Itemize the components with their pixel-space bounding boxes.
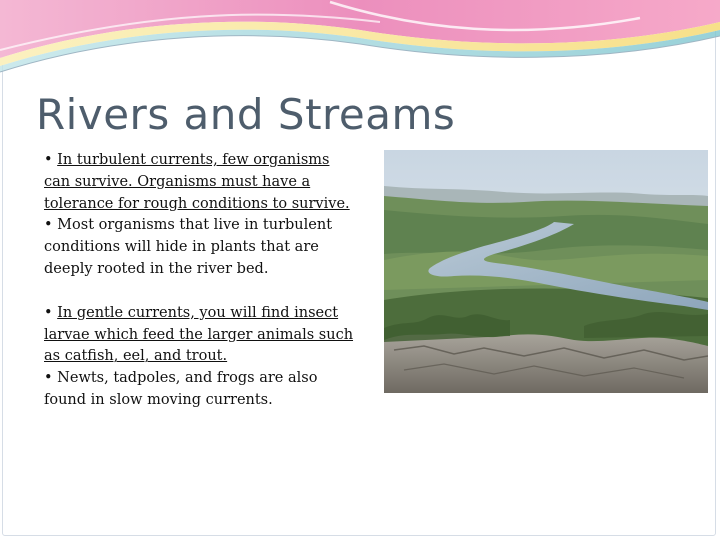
bullet-marker: • [44, 152, 53, 168]
paragraph-gap [44, 281, 354, 303]
river-landscape-photo [384, 150, 708, 393]
bullet-marker: • [44, 370, 53, 387]
bullet-marker: • [44, 304, 53, 321]
bullet-text: Most organisms that live in turbulent conditions will hide in plants that are deeply rooted in the river bed. [44, 217, 333, 277]
bullet-marker: • [44, 217, 53, 234]
bullet-gentle-currents [44, 303, 354, 368]
bullet-slow-currents [44, 368, 354, 412]
bullet-text: Newts, tadpoles, and frogs are also found in slow moving currents. [44, 370, 318, 408]
slide-content [44, 150, 354, 412]
slide-title: Rivers and Streams [36, 90, 456, 139]
bullet-turbulent-hiding [44, 215, 354, 280]
header-banner-graphic [0, 0, 720, 90]
bullet-text-underlined: In turbulent currents, few organisms can survive. Organisms must have a tolerance for rough conditions to survive. [44, 152, 350, 212]
bullet-turbulent-survival [44, 150, 354, 215]
bullet-text-underlined: In gentle currents, you will find insect larvae which feed the larger animals such as catfish, eel, and trout. [44, 304, 354, 365]
